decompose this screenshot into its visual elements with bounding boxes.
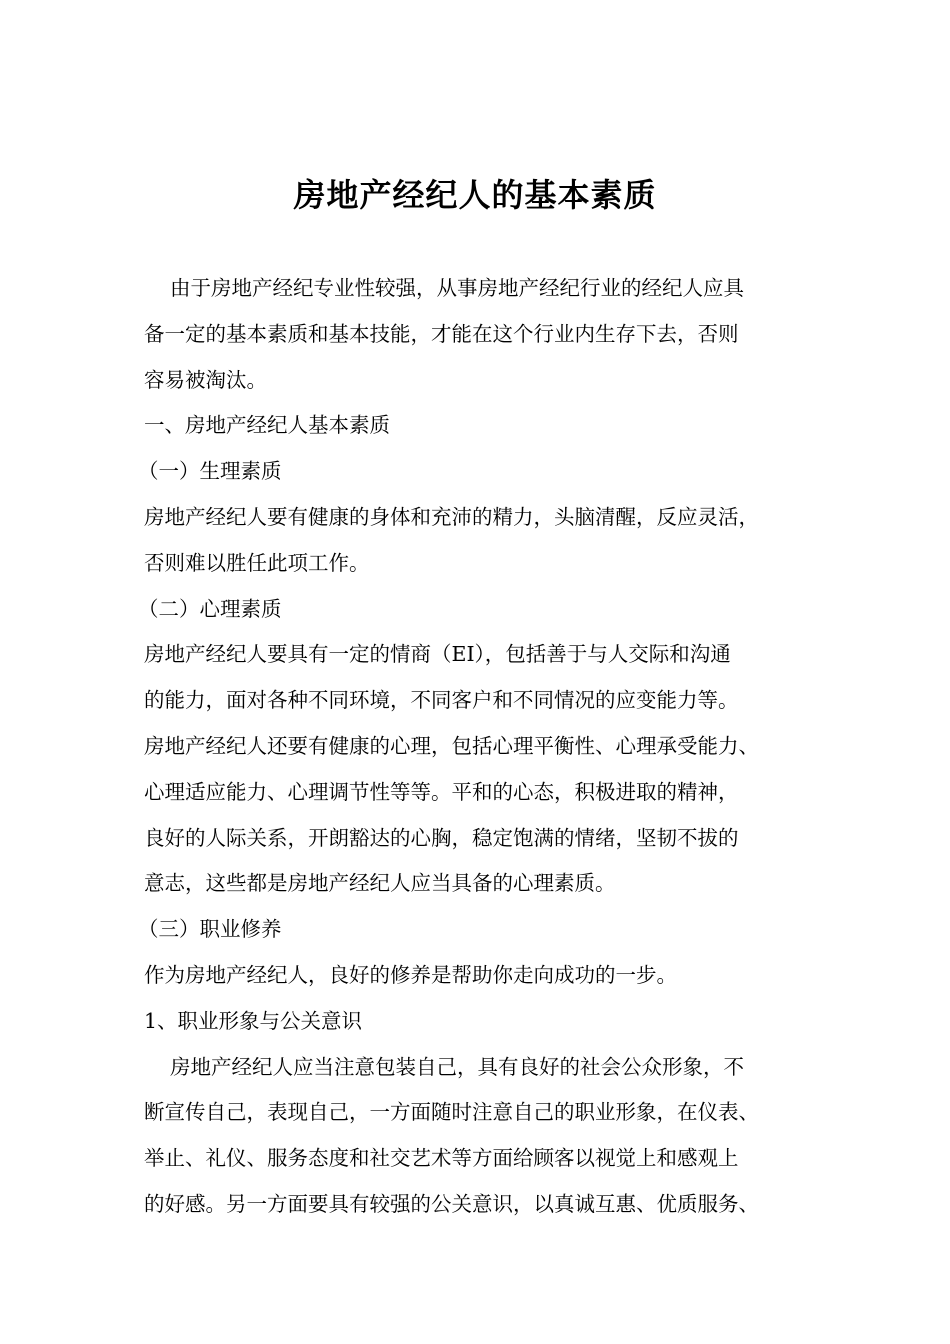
paragraph-line: 心理适应能力、心理调节性等等。平和的心态，积极进取的精神， [144, 779, 739, 804]
document-title: 房地产经纪人的基本素质 [293, 176, 657, 214]
paragraph-line: 由于房地产经纪专业性较强，从事房地产经纪行业的经纪人应具 [170, 276, 744, 300]
paragraph-line: 容易被淘汰。 [144, 367, 267, 392]
subsection-heading: （二）心理素质 [138, 596, 282, 621]
paragraph-line: 意志，这些都是房地产经纪人应当具备的心理素质。 [144, 871, 616, 896]
subsection-heading: （三）职业修养 [138, 917, 282, 942]
paragraph-line: 举止、礼仪、服务态度和社交艺术等方面给顾客以视觉上和感观上 [144, 1146, 739, 1171]
paragraph-line: 的能力，面对各种不同环境，不同客户和不同情况的应变能力等。 [144, 688, 739, 713]
paragraph-line: 备一定的基本素质和基本技能，才能在这个行业内生存下去，否则 [144, 321, 739, 346]
subsection-heading: （一）生理素质 [138, 459, 282, 484]
paragraph-line: 房地产经纪人还要有健康的心理，包括心理平衡性、心理承受能力、 [144, 733, 759, 758]
subsection-heading: 1、职业形象与公关意识 [144, 1008, 363, 1033]
paragraph-line: 房地产经纪人应当注意包装自己，具有良好的社会公众形象，不 [170, 1054, 744, 1079]
section-heading: 一、房地产经纪人基本素质 [144, 413, 390, 438]
paragraph-line: 房地产经纪人要具有一定的情商（EI），包括善于与人交际和沟通 [144, 642, 731, 667]
paragraph-line: 断宣传自己，表现自己，一方面随时注意自己的职业形象，在仪表、 [144, 1100, 759, 1125]
paragraph-line: 作为房地产经纪人，良好的修养是帮助你走向成功的一步。 [144, 962, 677, 987]
paragraph-line: 良好的人际关系，开朗豁达的心胸，稳定饱满的情绪，坚韧不拔的 [144, 825, 739, 850]
document-body [138, 266, 834, 1228]
paragraph-line: 的好感。另一方面要具有较强的公关意识，以真诚互惠、优质服务、 [144, 1191, 759, 1216]
paragraph-line: 否则难以胜任此项工作。 [144, 550, 370, 575]
paragraph-line: 房地产经纪人要有健康的身体和充沛的精力，头脑清醒，反应灵活， [144, 504, 759, 529]
